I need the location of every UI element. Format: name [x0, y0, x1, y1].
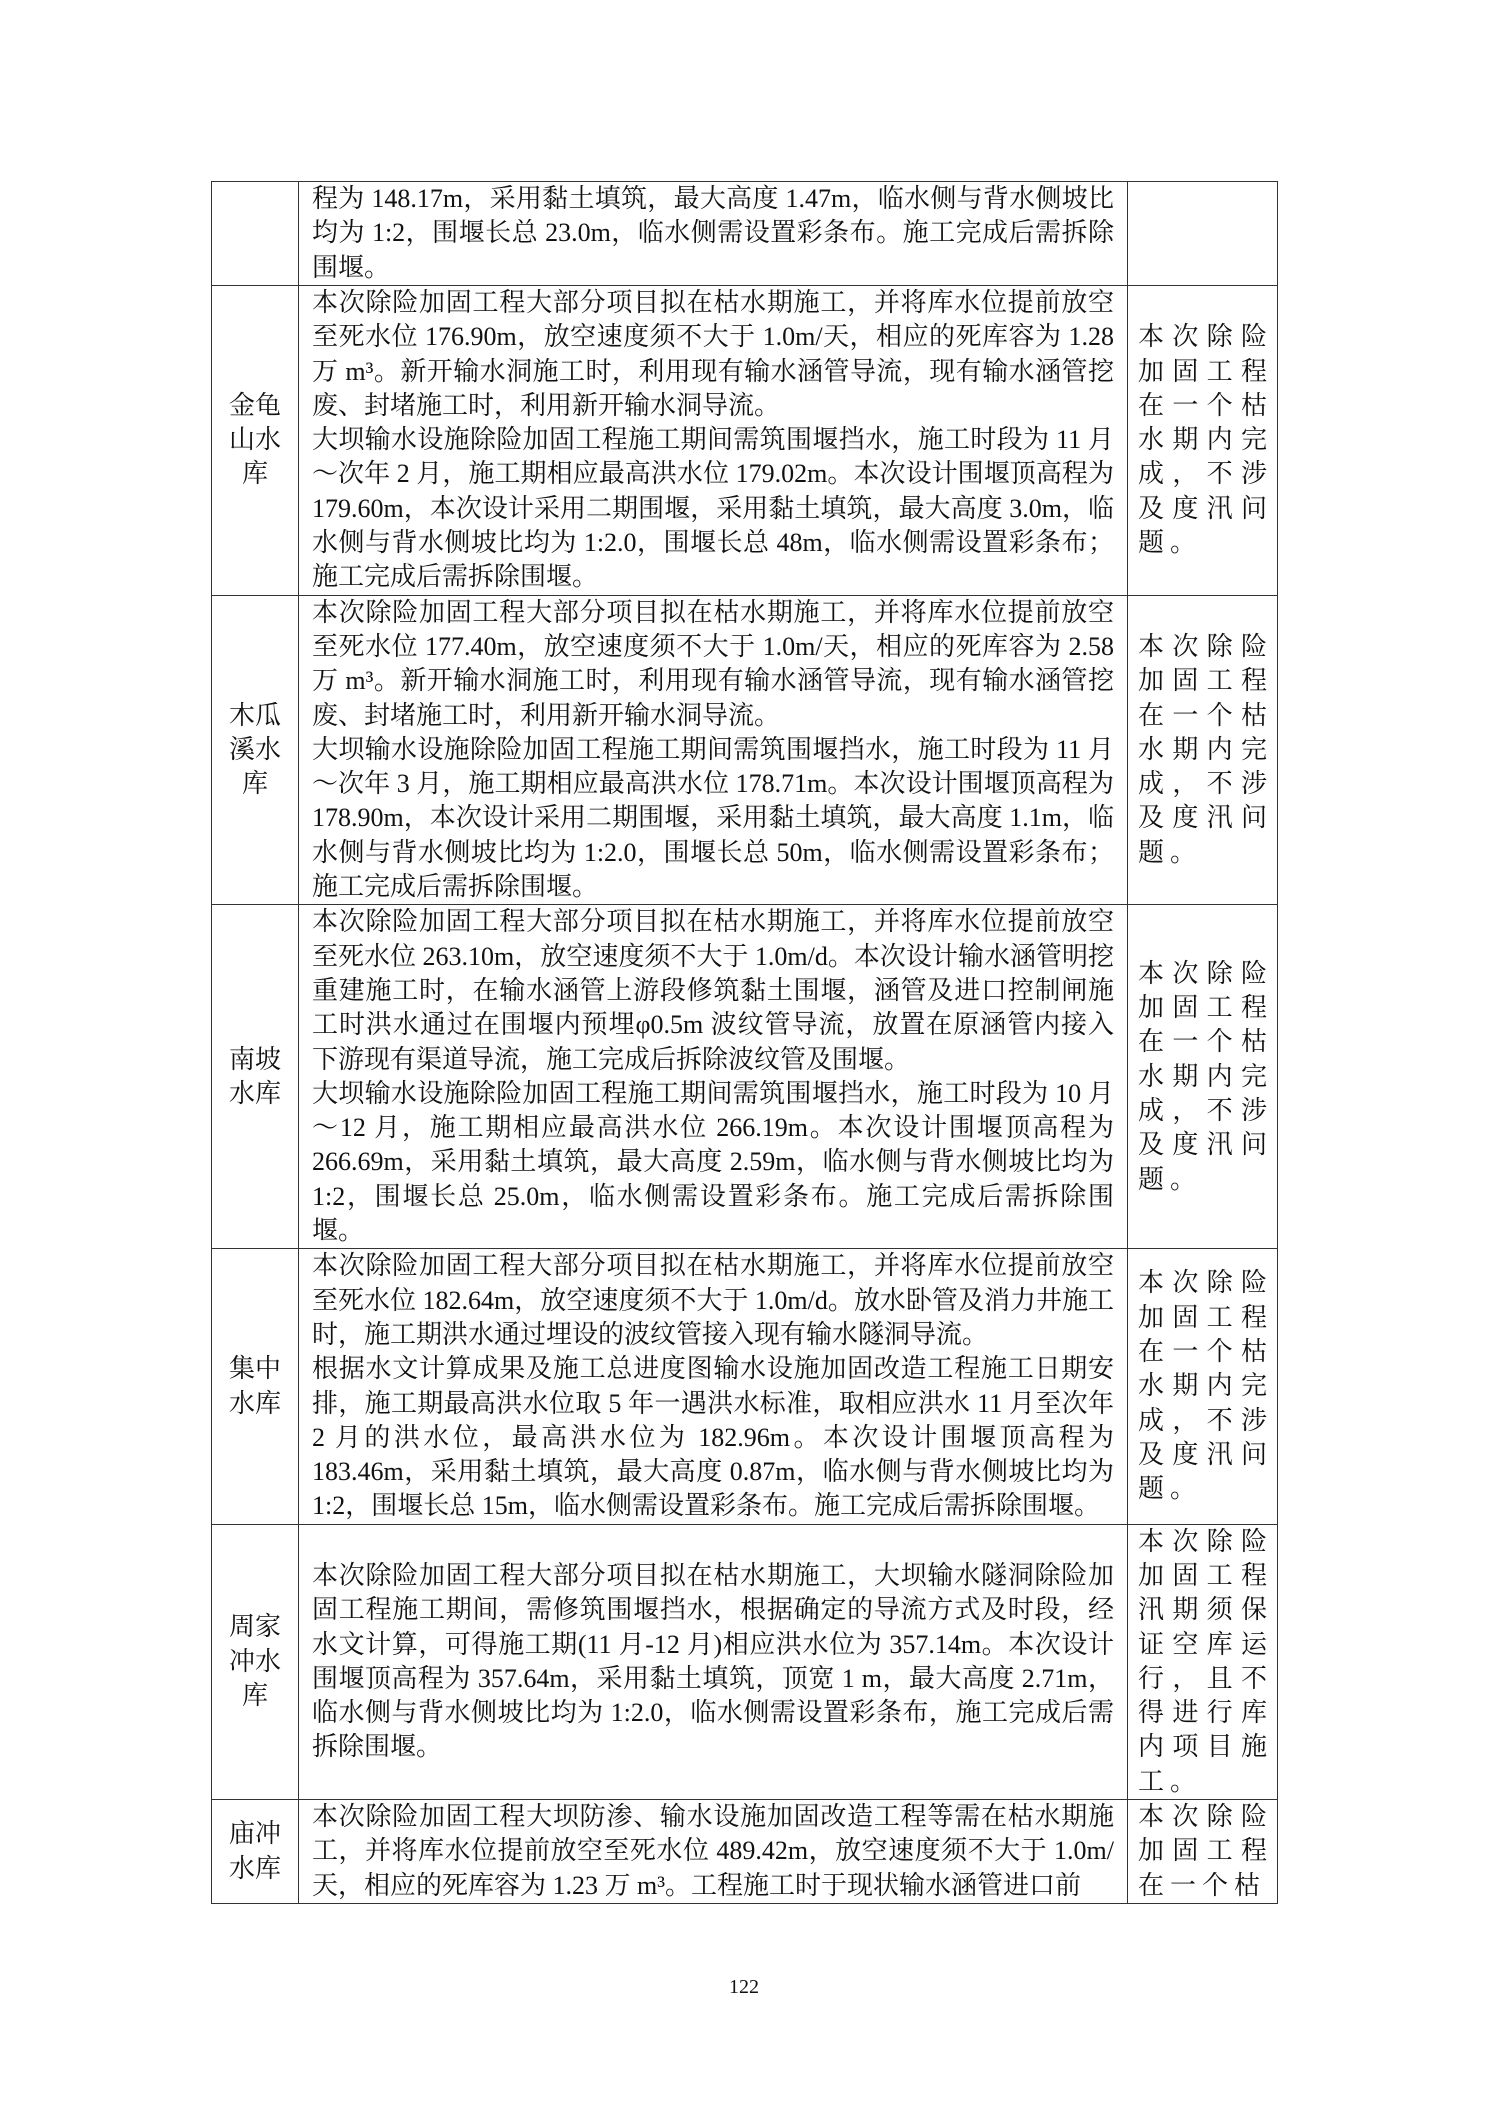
description-paragraph: 本次除险加固工程大部分项目拟在枯水期施工，大坝输水隧洞除险加固工程施工期间，需修筑围堰挡水，根据确定的导流方式及时段，经水文计算，可得施工期(11 月-12 月)相应洪水位为 357.14m。本次设计围堰顶高程为 357.64m，采用黏土填筑，顶宽 1 m，最大高度 2.71m，临水侧与背水侧坡比均为 1:2.0，临水侧需设置彩条布，施工完成后需拆除围堰。: [312, 1560, 1114, 1762]
description-paragraph: 本次除险加固工程大部分项目拟在枯水期施工，并将库水位提前放空至死水位 182.64m，放空速度须不大于 1.0m/d。放水卧管及消力井施工时，施工期洪水通过埋设的波纹管接入现有输水隧洞导流。: [312, 1251, 1114, 1349]
flood-season-note: 本次除险加固工程汛期须保证空库运行，且不得进行库内项目施工。: [1128, 1524, 1278, 1799]
flood-season-note: [1128, 182, 1278, 286]
table-body: [212, 182, 1278, 1904]
flood-season-note: 本次除险加固工程在一个枯水期内完成，不涉及度汛问题。: [1128, 286, 1278, 596]
table-row: [212, 286, 1278, 596]
description-paragraph: 大坝输水设施除险加固工程施工期间需筑围堰挡水，施工时段为 10 月～12 月，施工期相应最高洪水位 266.19m。本次设计围堰顶高程为 266.69m，采用黏土填筑，最大高度 2.59m，临水侧与背水侧坡比均为 1:2，围堰长总 25.0m，临水侧需设置彩条布。施工完成后需拆除围堰。: [312, 1078, 1114, 1246]
diversion-description: [299, 286, 1128, 596]
diversion-description: [299, 1800, 1128, 1904]
diversion-description: [299, 905, 1128, 1249]
diversion-description: [299, 1524, 1128, 1799]
table-row: [212, 595, 1278, 905]
reservoir-name: 庙冲水库: [212, 1800, 299, 1904]
description-paragraph: 本次除险加固工程大坝防渗、输水设施加固改造工程等需在枯水期施工，并将库水位提前放空至死水位 489.42m，放空速度须不大于 1.0m/天，相应的死库容为 1.23 万 m³。工程施工时于现状输水涵管进口前: [312, 1802, 1114, 1900]
description-paragraph: 本次除险加固工程大部分项目拟在枯水期施工，并将库水位提前放空至死水位 263.10m，放空速度须不大于 1.0m/d。本次设计输水涵管明挖重建施工时，在输水涵管上游段修筑黏土围堰，涵管及进口控制闸施工时洪水通过在围堰内预埋φ0.5m 波纹管导流，放置在原涵管内接入下游现有渠道导流，施工完成后拆除波纹管及围堰。: [312, 907, 1114, 1074]
diversion-description: [299, 1249, 1128, 1524]
flood-season-note: 本次除险加固工程在一个枯: [1128, 1800, 1278, 1904]
description-paragraph: 大坝输水设施除险加固工程施工期间需筑围堰挡水，施工时段为 11 月～次年 3 月，施工期相应最高洪水位 178.71m。本次设计围堰顶高程为 178.90m，本次设计采用二期围堰，采用黏土填筑，最大高度 1.1m，临水侧与背水侧坡比均为 1:2.0，围堰长总 50m，临水侧需设置彩条布；施工完成后需拆除围堰。: [312, 734, 1114, 902]
page-number: 122: [729, 1975, 759, 1998]
table-row: [212, 182, 1278, 286]
flood-season-note: 本次除险加固工程在一个枯水期内完成，不涉及度汛问题。: [1128, 595, 1278, 905]
table-row: [212, 1800, 1278, 1904]
reservoir-name: 南坡水库: [212, 905, 299, 1249]
diversion-description: [299, 595, 1128, 905]
reservoir-name: 集中水库: [212, 1249, 299, 1524]
description-paragraph: 本次除险加固工程大部分项目拟在枯水期施工，并将库水位提前放空至死水位 176.90m，放空速度须不大于 1.0m/天，相应的死库容为 1.28 万 m³。新开输水洞施工时，利用现有输水涵管导流，现有输水涵管挖废、封堵施工时，利用新开输水洞导流。: [312, 288, 1114, 420]
description-paragraph: 根据水文计算成果及施工总进度图输水设施加固改造工程施工日期安排，施工期最高洪水位取 5 年一遇洪水标准，取相应洪水 11 月至次年 2 月的洪水位，最高洪水位为 182.96m。本次设计围堰顶高程为 183.46m，采用黏土填筑，最大高度 0.87m，临水侧与背水侧坡比均为 1:2，围堰长总 15m，临水侧需设置彩条布。施工完成后需拆除围堰。: [312, 1354, 1114, 1521]
flood-season-note: 本次除险加固工程在一个枯水期内完成，不涉及度汛问题。: [1128, 905, 1278, 1249]
table-row: [212, 905, 1278, 1249]
description-paragraph: 程为 148.17m，采用黏土填筑，最大高度 1.47m，临水侧与背水侧坡比均为 1:2，围堰长总 23.0m，临水侧需设置彩条布。施工完成后需拆除围堰。: [312, 184, 1114, 282]
reservoir-name: 木瓜溪水库: [212, 595, 299, 905]
diversion-description: [299, 182, 1128, 286]
description-paragraph: 本次除险加固工程大部分项目拟在枯水期施工，并将库水位提前放空至死水位 177.40m，放空速度须不大于 1.0m/天，相应的死库容为 2.58 万 m³。新开输水洞施工时，利用现有输水涵管导流，现有输水涵管挖废、封堵施工时，利用新开输水洞导流。: [312, 597, 1114, 730]
table-row: [212, 1524, 1278, 1799]
reservoir-diversion-table: [211, 181, 1278, 1904]
reservoir-name: 金龟山水库: [212, 286, 299, 596]
reservoir-name: [212, 182, 299, 286]
reservoir-name: 周家冲水库: [212, 1524, 299, 1799]
table-row: [212, 1249, 1278, 1524]
flood-season-note: 本次除险加固工程在一个枯水期内完成，不涉及度汛问题。: [1128, 1249, 1278, 1524]
description-paragraph: 大坝输水设施除险加固工程施工期间需筑围堰挡水，施工时段为 11 月～次年 2 月，施工期相应最高洪水位 179.02m。本次设计围堰顶高程为 179.60m，本次设计采用二期围堰，采用黏土填筑，最大高度 3.0m，临水侧与背水侧坡比均为 1:2.0，围堰长总 48m，临水侧需设置彩条布；施工完成后需拆除围堰。: [312, 425, 1114, 592]
